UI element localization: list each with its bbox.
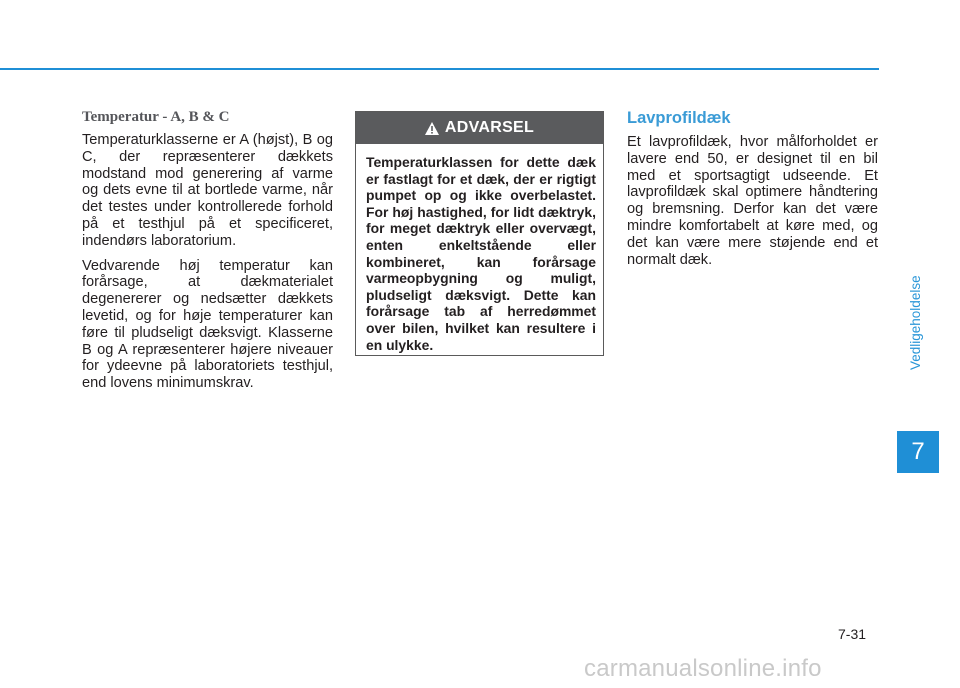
header-rule [0, 68, 879, 70]
chapter-section-label: Vedligeholdelse [908, 275, 923, 370]
warning-title: ADVARSEL [444, 119, 535, 136]
paragraph-high-temperature: Vedvarende høj temperatur kan forårsage, at dækmaterialet degenererer og nedsætter dækkets levetid, og for høje temperaturer kan føre til pludseligt dæksvigt. Klasserne B og A repræsenterer højere niveauer for ydeevne på laboratoriets testhjul, end lovens minimumskrav. [82, 257, 333, 392]
section-title-low-profile: Lavprofildæk [627, 109, 731, 127]
right-column [627, 108, 878, 276]
paragraph-temperature-classes: Temperaturklasserne er A (højst), B og C, der repræsenterer dækkets modstand mod generering af varme og dets evne til at bortlede varme, når det testes under kontrollerede forhold på et testhjul på et specificeret, indendørs laboratorium. [82, 132, 333, 249]
warning-header [356, 112, 603, 144]
chapter-tab: 7 [897, 431, 939, 473]
subheading-temperature: Temperatur - A, B & C [82, 109, 230, 125]
page-number: 7-31 [838, 626, 867, 642]
left-column [82, 108, 333, 400]
warning-triangle-icon [425, 122, 439, 135]
paragraph-low-profile: Et lavprofildæk, hvor målforholdet er lavere end 50, er designet til en bil med et sportsagtigt udseende. Et lavprofildæk skal optimere håndtering og bremsning. Derfor kan det være mindre komfortabelt at køre med, og det kan være mere støjende end et normalt dæk. [627, 134, 878, 268]
warning-box [355, 111, 604, 356]
watermark-text: carmanualsonline.info [584, 655, 822, 682]
warning-text: Temperaturklassen for dette dæk er fastlagt for et dæk, der er rigtigt pumpet op og ikke overbelastet. For høj hastighed, for lidt dæktryk, for meget dæktryk eller overvægt, enten enkeltstående eller kombineret, kan forårsage varmeopbygning og muligt, pludseligt dæksvigt. Dette kan forårsage tab af herredømmet over bilen, hvilket kan resultere i en ulykke. [366, 154, 596, 353]
